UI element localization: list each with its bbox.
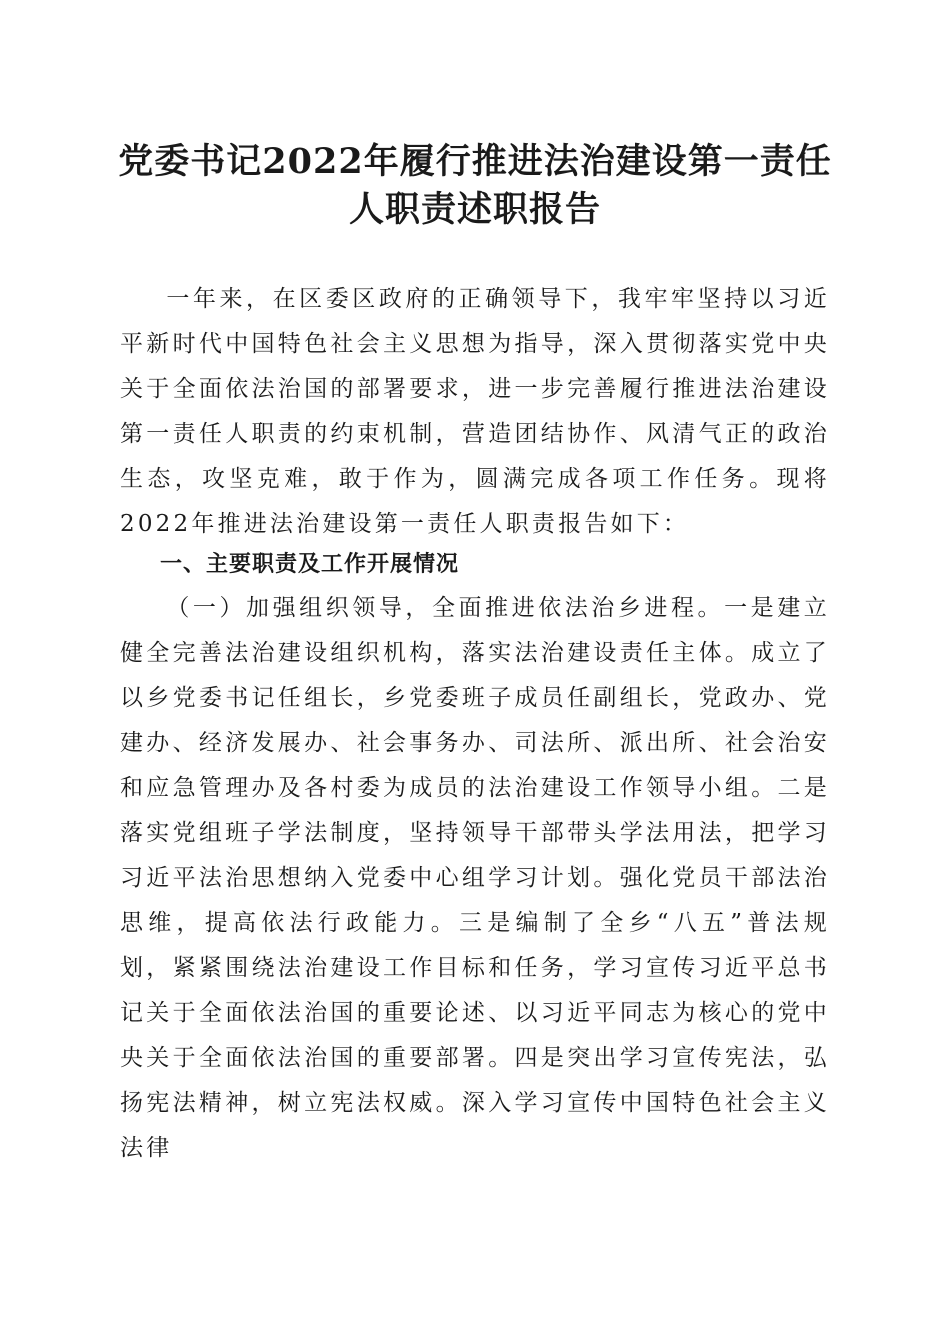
subsection-heading: （一）加强组织领导，全面推进依法治乡进程。: [166, 595, 725, 621]
document-title: 党委书记2022年履行推进法治建设第一责任人职责述职报告: [118, 141, 832, 230]
subsection-text: 一是建立健全完善法治建设组织机构，落实法治建设责任主体。成立了以乡党委书记任组长，乡党委班子成员任副组长，党政办、党建办、经济发展办、社会事务办、司法所、派出所、社会治安和应急管理办及各村委为成员的法治建设工作领导小组。二是落实党组班子学法制度，坚持领导干部带头学法用法，把学习习近平法治思想纳入党委中心组学习计划。强化党员干部法治思维，提高依法行政能力。三是编制了全乡“八五”普法规划，紧紧围绕法治建设工作目标和任务，学习宣传习近平总书记关于全面依法治国的重要论述、以习近平同志为核心的党中央关于全面依法治国的重要部署。四是突出学习宣传宪法，弘扬宪法精神，树立宪法权威。深入学习宣传中国特色社会主义法律: [120, 595, 830, 1161]
intro-paragraph-text: 一年来，在区委区政府的正确领导下，我牢牢坚持以习近平新时代中国特色社会主义思想为指导，深入贯彻落实党中央关于全面依法治国的部署要求，进一步完善履行推进法治建设第一责任人职责的约束机制，营造团结协作、风清气正的政治生态，攻坚克难，敢于作为，圆满完成各项工作任务。现将2022年推进法治建设第一责任人职责报告如下：: [120, 286, 830, 537]
section-heading: 一、主要职责及工作开展情况: [160, 552, 460, 577]
intro-paragraph: [120, 277, 830, 547]
subsection-paragraph: [120, 586, 830, 1171]
